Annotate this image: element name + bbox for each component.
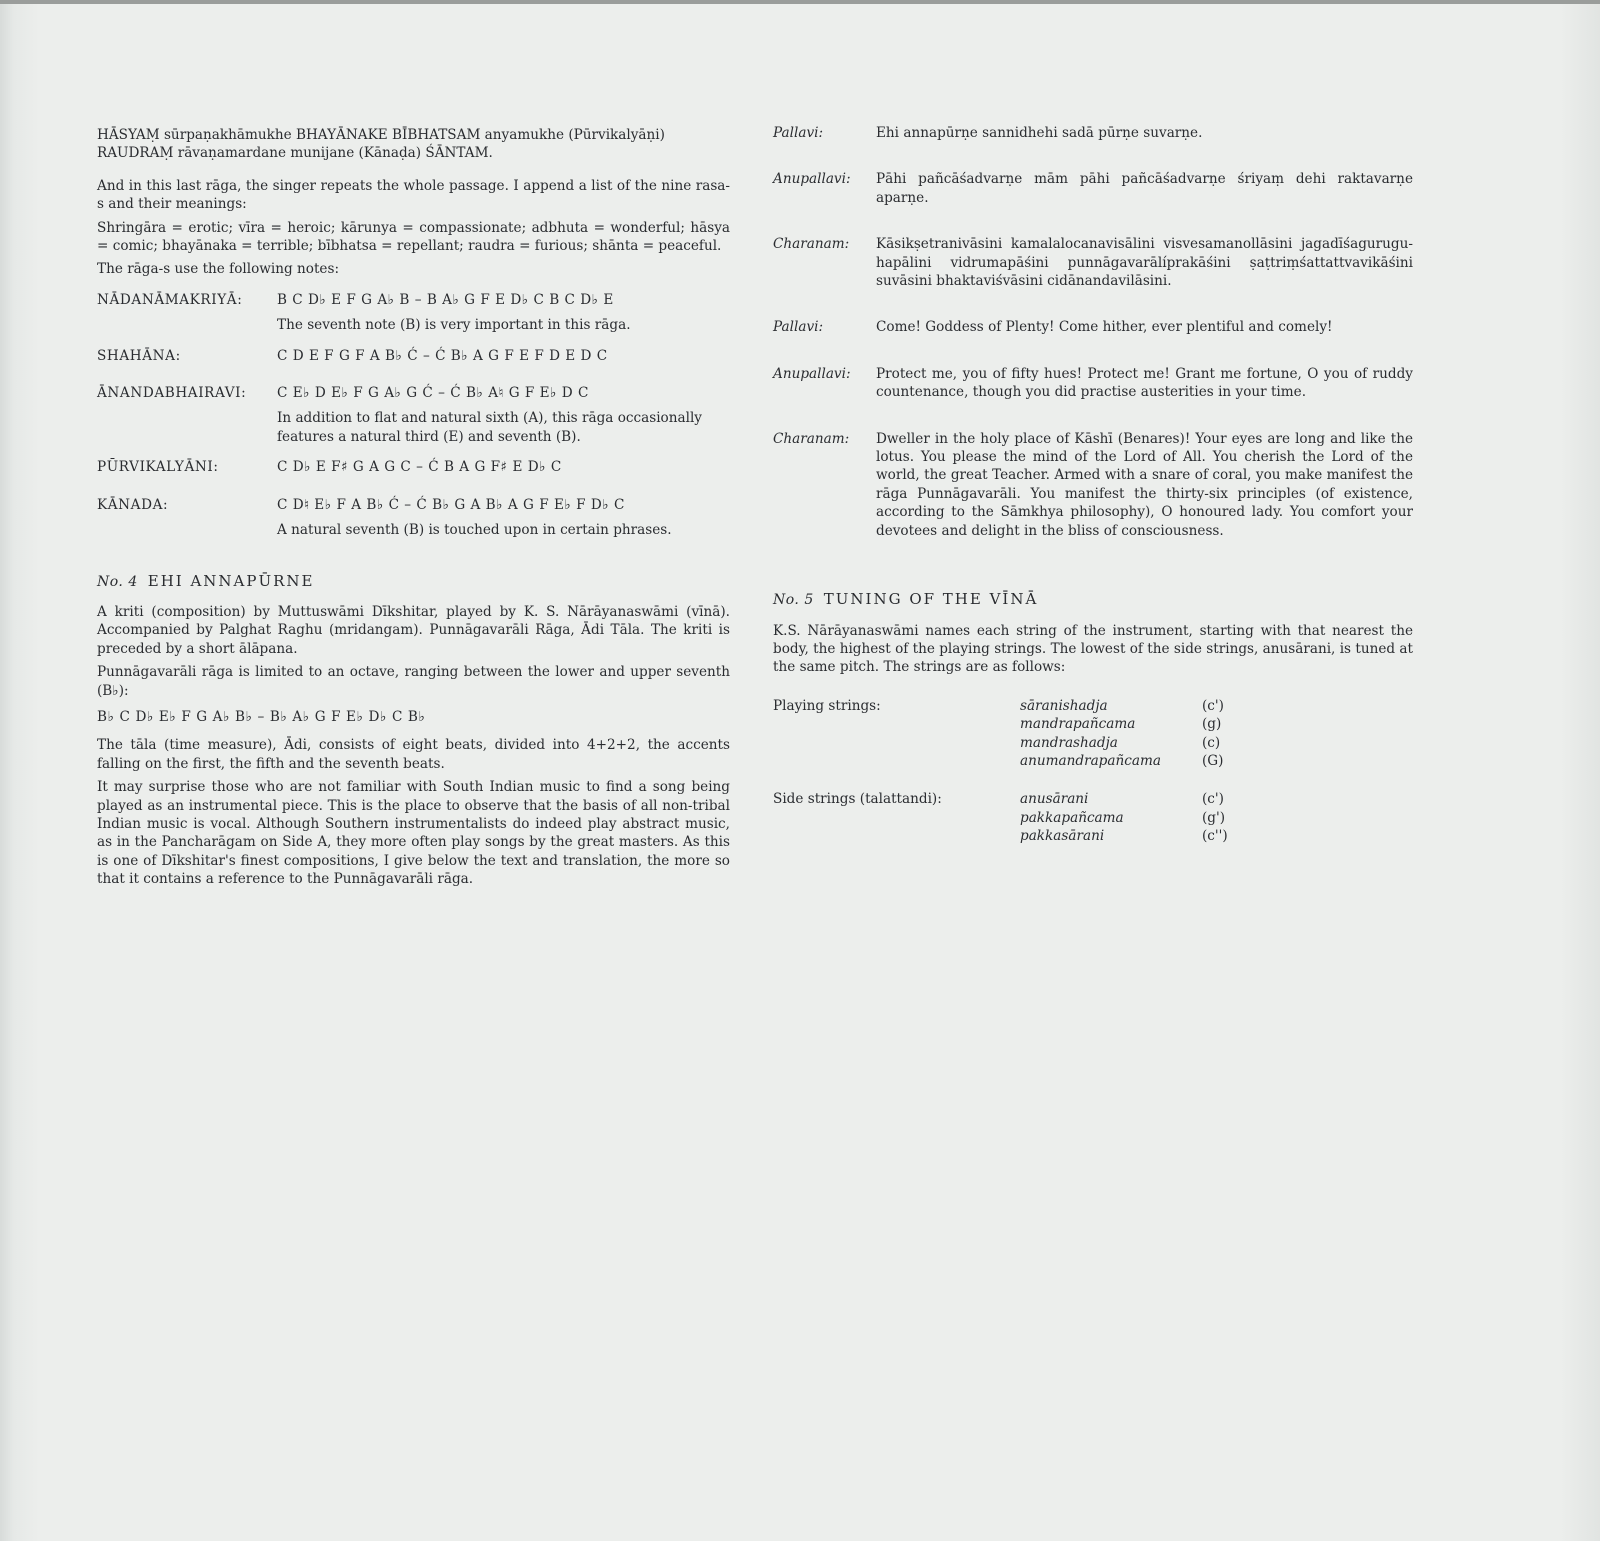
verse-text: Come! Goddess of Plenty! Come hither, ever plentiful and comely! <box>876 319 1333 336</box>
verse-text: Ehi annapūrṇe sannidhehi sadā pūrṇe suvarṇe. <box>876 125 1203 141</box>
side-strings-block <box>773 790 1413 845</box>
section-4-paragraph: The tāla (time measure), Ādi, consists of eight beats, divided into 4+2+2, the accents falling on the first, the fifth and the seventh beats. <box>97 737 730 772</box>
string-pitch: (c) <box>1202 734 1221 751</box>
string-row <box>1020 809 1413 827</box>
side-strings-list <box>1020 790 1413 845</box>
string-pitch: (G) <box>1202 752 1224 769</box>
lyrics-original <box>773 124 1413 290</box>
verse-text: Protect me, you of fifty hues! Protect me! Grant me fortune, O you of ruddy countenance, though you did practise austerities in your time. <box>876 365 1413 401</box>
raga-row <box>97 347 730 372</box>
raga-name: PŪRVIKALYĀNI: <box>97 459 219 476</box>
section-number: No. 4 <box>97 573 138 590</box>
side-strings-label: Side strings (talattandi): <box>773 791 942 808</box>
raga-name: KĀNADA: <box>97 496 169 513</box>
playing-strings-list <box>1020 697 1413 771</box>
raga-body <box>277 458 730 483</box>
string-name: mandrapañcama <box>1020 716 1136 733</box>
raga-name: NĀDANĀMAKRIYĀ: <box>97 291 243 308</box>
raga-body <box>277 384 730 446</box>
verse-text: Dweller in the holy place of Kāshī (Benares)! Your eyes are long and like the lotus. You please the mind of the Lord of All. You cherish the Lord of the world, the great Teacher. Armed with a snare of coral, you make manifest the rāga Punnāgavarāli. You manifest the thirty-six principles (of existence, according to the Sāmkhya philosophy), O honoured lady. You comfort your devotees and delight in the bliss of consciousness. <box>876 430 1413 539</box>
raga-name: SHAHĀNA: <box>97 347 181 364</box>
raga-scale: B♭ C D♭ E♭ F G A♭ B♭ – B♭ A♭ G F E♭ D♭ C B♭ <box>97 708 426 725</box>
verse-row <box>773 170 1413 207</box>
playing-strings-label: Playing strings: <box>773 697 881 714</box>
intro-line: RAUDRAṂ rāvaṇamardane munijane (Kānaḍa) ŚĀNTAM. <box>97 145 493 162</box>
rasa-intro <box>97 126 730 163</box>
raga-notes: C D♭ E F♯ G A G C – Ć B A G F♯ E D♭ C <box>277 459 562 476</box>
section-number: No. 5 <box>773 592 814 609</box>
rasa-paragraph: And in this last rāga, the singer repeats the whole passage. I append a list of the nine rasa-s and their meanings: <box>97 177 730 213</box>
string-row <box>1020 734 1413 752</box>
string-row <box>1020 790 1413 808</box>
raga-notes: C D E F G F A B♭ Ć – Ć B♭ A G F E F D E D C <box>277 347 608 364</box>
string-row <box>1020 752 1413 770</box>
section-4-paragraph: A kriti (composition) by Muttuswāmi Dīkshitar, played by K. S. Nārāyanaswāmi (vīnā). Accompanied by Palghat Raghu (mridangam). Punnāgavarāli Rāga, Ādi Tāla. The kriti is preceded by a short ālāpana. <box>97 603 730 657</box>
verse-row <box>773 124 1413 142</box>
right-column <box>773 124 1413 846</box>
left-column <box>97 126 730 894</box>
lyrics-translation <box>773 318 1413 540</box>
rasa-meanings: Shringāra = erotic; vīra = heroic; kārunya = compassionate; adbhuta = wonderful; hāsya = comic; bhayānaka = terrible; bībhatsa = repellant; raudra = furious; shānta = peaceful. <box>97 219 730 255</box>
notes-intro: The rāga-s use the following notes: <box>97 261 340 278</box>
verse-label: Anupallavi: <box>773 365 851 382</box>
verse-row <box>773 318 1413 336</box>
raga-row <box>97 384 730 446</box>
string-name: pakkasārani <box>1020 828 1105 845</box>
verse-label: Pallavi: <box>773 319 824 336</box>
page-top-edge <box>0 0 1600 4</box>
verse-row <box>773 430 1413 540</box>
raga-body <box>277 347 730 372</box>
section-5-heading <box>773 590 1413 609</box>
section-4-paragraph: It may surprise those who are not familiar with South Indian music to find a song being played as an instrumental piece. This is the place to observe that the basis of all non-tribal Indian music is vocal. Although Southern instrumentalists do indeed play abstract music, as in the Pancharāgam on Side A, they more often play songs by the great masters. As this is one of Dīkshitar's finest compositions, I give below the text and translation, the more so that it contains a reference to the Punnāgavarāli rāga. <box>97 779 730 888</box>
verse-label: Charanam: <box>773 236 850 253</box>
intro-line: HĀSYAṂ sūrpaṇakhāmukhe BHAYĀNAKE BĪBHATSAM anyamukhe (Pūrvikalyāṇi) <box>97 127 665 143</box>
verse-label: Pallavi: <box>773 125 824 141</box>
string-row <box>1020 827 1413 845</box>
string-pitch: (c'') <box>1202 828 1228 845</box>
raga-notes: C D♮ E♭ F A B♭ Ć – Ć B♭ G A B♭ A G F E♭ F D♭ C <box>277 496 625 513</box>
raga-row <box>97 458 730 483</box>
raga-note: In addition to flat and natural sixth (A), this rāga occasionally features a natural third (E) and seventh (B). <box>277 410 702 445</box>
playing-strings-block <box>773 697 1413 771</box>
section-title: EHI ANNAPŪRNE <box>147 571 315 590</box>
raga-row <box>97 496 730 540</box>
raga-name: ĀNANDABHAIRAVI: <box>97 385 247 402</box>
section-title: TUNING OF THE VĪNĀ <box>823 590 1039 609</box>
raga-list <box>97 291 730 540</box>
string-row <box>1020 697 1413 715</box>
raga-body <box>277 496 730 540</box>
section-4-heading <box>97 572 730 591</box>
verse-row <box>773 365 1413 402</box>
verse-text: Kāsikṣetranivāsini kamalalocanavisālini visvesamanollāsini jagadīśagurugu-hapālini vidrumapāśini punnāgavarālíprakāśini ṣaṭtriṃśattattvavikāśini suvāsini bhaktaviśvāsini cidānandavilāsini. <box>876 236 1413 290</box>
verse-row <box>773 235 1413 290</box>
raga-body <box>277 291 730 335</box>
section-4-paragraph: Punnāgavarāli rāga is limited to an octave, ranging between the lower and upper seventh (B♭): <box>97 664 730 699</box>
string-name: mandrashadja <box>1020 734 1118 751</box>
raga-note: A natural seventh (B) is touched upon in certain phrases. <box>277 522 672 539</box>
verse-label: Charanam: <box>773 430 850 447</box>
raga-row <box>97 291 730 335</box>
raga-note: The seventh note (B) is very important in this rāga. <box>277 317 631 334</box>
string-name: pakkapañcama <box>1020 809 1124 826</box>
string-name: anusārani <box>1020 791 1089 808</box>
string-name: anumandrapañcama <box>1020 752 1161 769</box>
raga-notes: C E♭ D E♭ F G A♭ G Ć – Ć B♭ A♮ G F E♭ D C <box>277 385 589 402</box>
section-5-paragraph: K.S. Nārāyanaswāmi names each string of the instrument, starting with that nearest the body, the highest of the playing strings. The lowest of the side strings, anusārani, is tuned at the same pitch. The strings are as follows: <box>773 622 1413 676</box>
string-row <box>1020 715 1413 733</box>
string-pitch: (g) <box>1202 716 1222 733</box>
string-pitch: (c') <box>1202 791 1224 808</box>
string-name: sāranishadja <box>1020 697 1108 714</box>
string-pitch: (g') <box>1202 809 1226 826</box>
string-pitch: (c') <box>1202 697 1224 714</box>
raga-notes: B C D♭ E F G A♭ B – B A♭ G F E D♭ C B C D♭ E <box>277 291 614 308</box>
verse-text: Pāhi pañcāśadvarṇe mām pāhi pañcāśadvarṇe śriyaṃ dehi raktavarṇe aparṇe. <box>876 171 1413 206</box>
verse-label: Anupallavi: <box>773 171 851 188</box>
